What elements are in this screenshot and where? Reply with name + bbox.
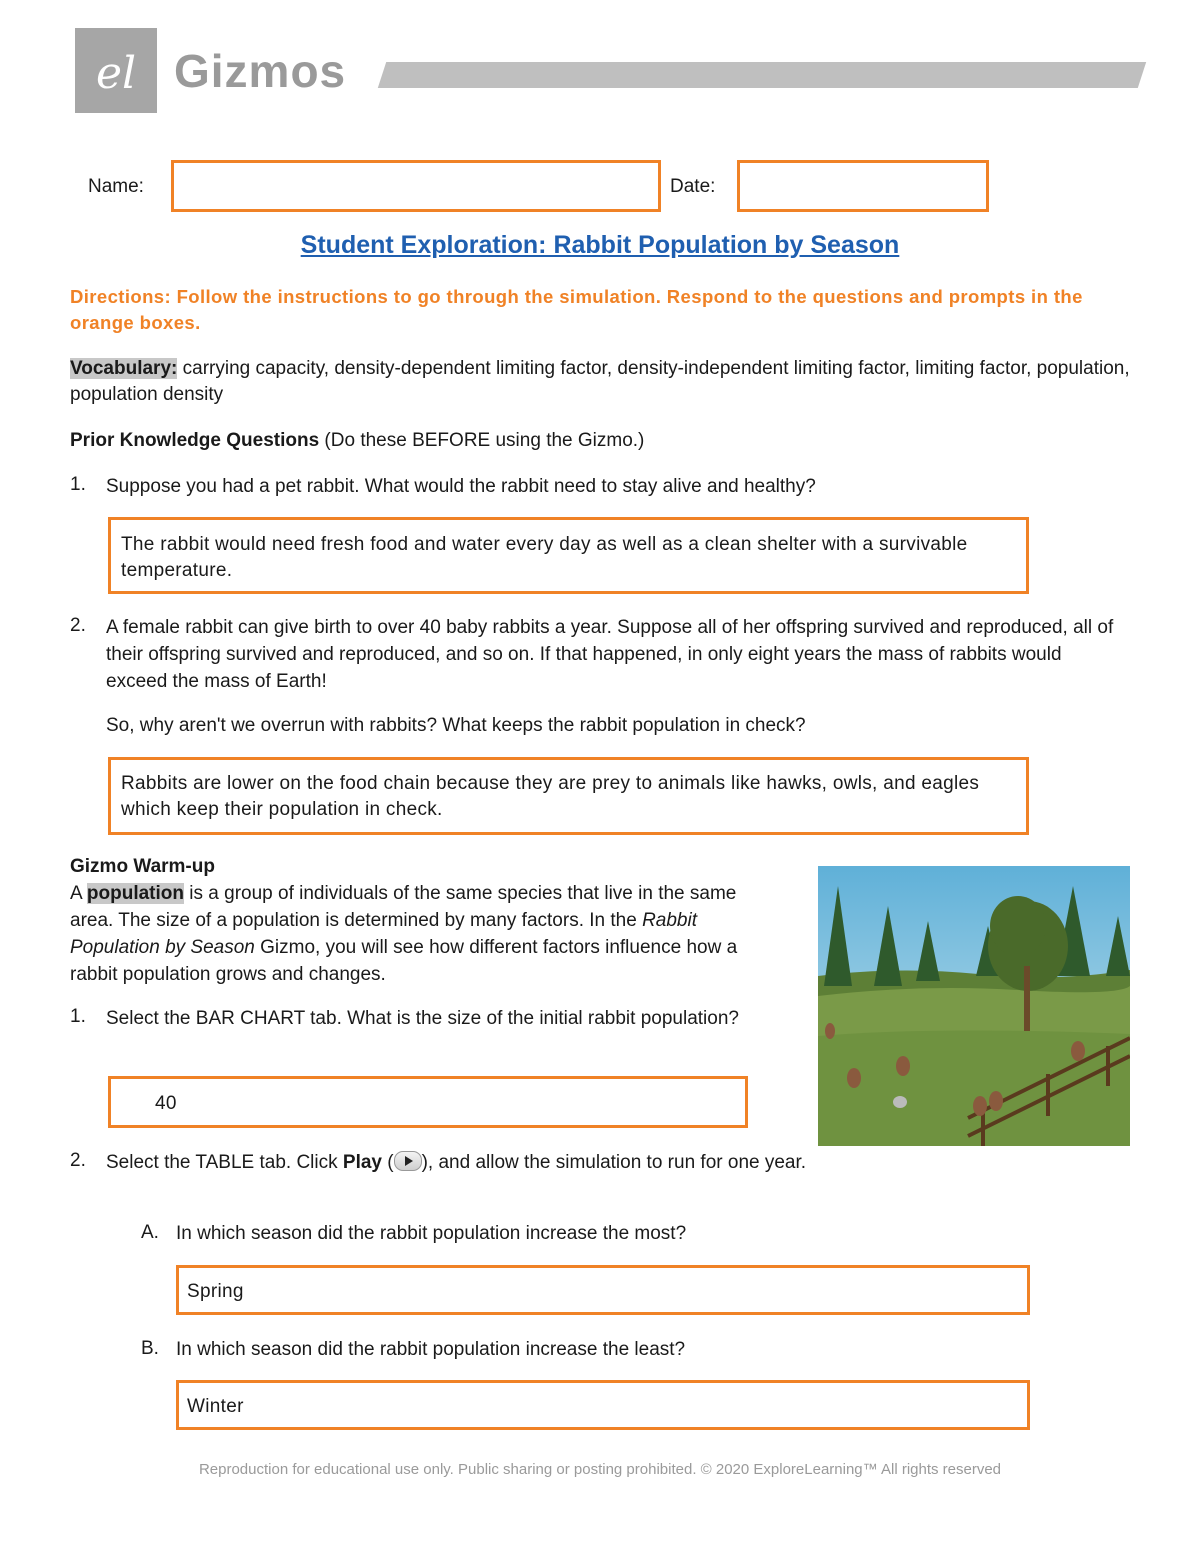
wu-q2-text: Select the TABLE tab. Click Play ( ), and allow the simulation to run for one year. xyxy=(106,1152,807,1173)
pk-q2-number: 2. xyxy=(70,615,86,636)
explorelearning-logo xyxy=(75,28,157,113)
pk-q1-number: 1. xyxy=(70,474,86,495)
wu-q1-answer-box[interactable] xyxy=(108,1076,748,1128)
warmup-intro: A population is a group of individuals of the same species that live in the same area. The size of a population is determined by many factors. In the Rabbit Population by Season Gizmo, you will see how different factors influence how a rabbit population grows and changes. xyxy=(70,883,738,985)
wu-q2a-letter: A. xyxy=(141,1222,159,1243)
footer-copyright: Reproduction for educational use only. Public sharing or posting prohibited. © 2020 ExploreLearning™ All rights reserved xyxy=(198,1461,1002,1478)
warmup-heading: Gizmo Warm-up xyxy=(70,856,215,877)
pk-q2-followup: So, why aren't we overrun with rabbits? What keeps the rabbit population in check? xyxy=(106,715,806,736)
wu-q2b-letter: B. xyxy=(141,1338,159,1359)
wu-q1-answer: 40 xyxy=(155,1093,177,1114)
svg-text:el: el xyxy=(95,48,137,99)
wu-q1-text: Select the BAR CHART tab. What is the size of the initial rabbit population? xyxy=(106,1008,739,1029)
vocabulary xyxy=(70,356,1130,408)
pk-q1-answer: The rabbit would need fresh food and water every day as well as a clean shelter with a survivable temperature. xyxy=(121,534,968,581)
meadow-illustration xyxy=(818,866,1130,1146)
pk-q1-answer-box[interactable] xyxy=(108,517,1029,594)
directions: Directions: Follow the instructions to go through the simulation. Respond to the questions and prompts in the orange boxes. xyxy=(70,286,1083,333)
wu-q2b-answer-box[interactable] xyxy=(176,1380,1030,1430)
wu-q1-number: 1. xyxy=(70,1006,86,1027)
population-term: population xyxy=(86,883,184,904)
brand-wordmark: Gizmos xyxy=(174,45,347,97)
pk-q2-answer-box[interactable] xyxy=(108,757,1029,835)
date-label: Date: xyxy=(670,176,716,197)
wu-q2b-text: In which season did the rabbit population increase the least? xyxy=(176,1339,686,1360)
prior-knowledge-heading: Prior Knowledge Questions (Do these BEFORE using the Gizmo.) xyxy=(70,430,645,451)
pk-q2-answer: Rabbits are lower on the food chain because they are prey to animals like hawks, owls, and eagles which keep their population in check. xyxy=(121,773,980,820)
pk-q2-text: A female rabbit can give birth to over 40 baby rabbits a year. Suppose all of her offspring survived and reproduced, all of their offspring survived and reproduced, and so on. If that happened, in only eight years the mass of rabbits would exceed the mass of Earth! xyxy=(106,617,1114,692)
wu-q2-number: 2. xyxy=(70,1150,86,1171)
wu-q2a-answer-box[interactable] xyxy=(176,1265,1030,1315)
date-field[interactable] xyxy=(737,160,989,212)
wu-q2a-text: In which season did the rabbit population increase the most? xyxy=(176,1223,687,1244)
play-icon xyxy=(394,1151,422,1171)
name-label: Name: xyxy=(88,176,144,197)
header-bar xyxy=(378,62,1146,88)
wu-q2a-answer: Spring xyxy=(187,1281,244,1302)
name-field[interactable] xyxy=(171,160,661,212)
el-logo-icon xyxy=(75,28,157,113)
vocabulary-terms: carrying capacity, density-dependent limiting factor, density-independent limiting factor, limiting factor, population, population density xyxy=(70,358,1130,405)
vocabulary-label: Vocabulary: xyxy=(70,358,178,379)
page-title: Student Exploration: Rabbit Population by Season xyxy=(300,231,900,259)
gizmo-rabbit-scene-image xyxy=(818,866,1130,1146)
wu-q2b-answer: Winter xyxy=(187,1396,244,1417)
pk-q1-text: Suppose you had a pet rabbit. What would the rabbit need to stay alive and healthy? xyxy=(106,476,816,497)
